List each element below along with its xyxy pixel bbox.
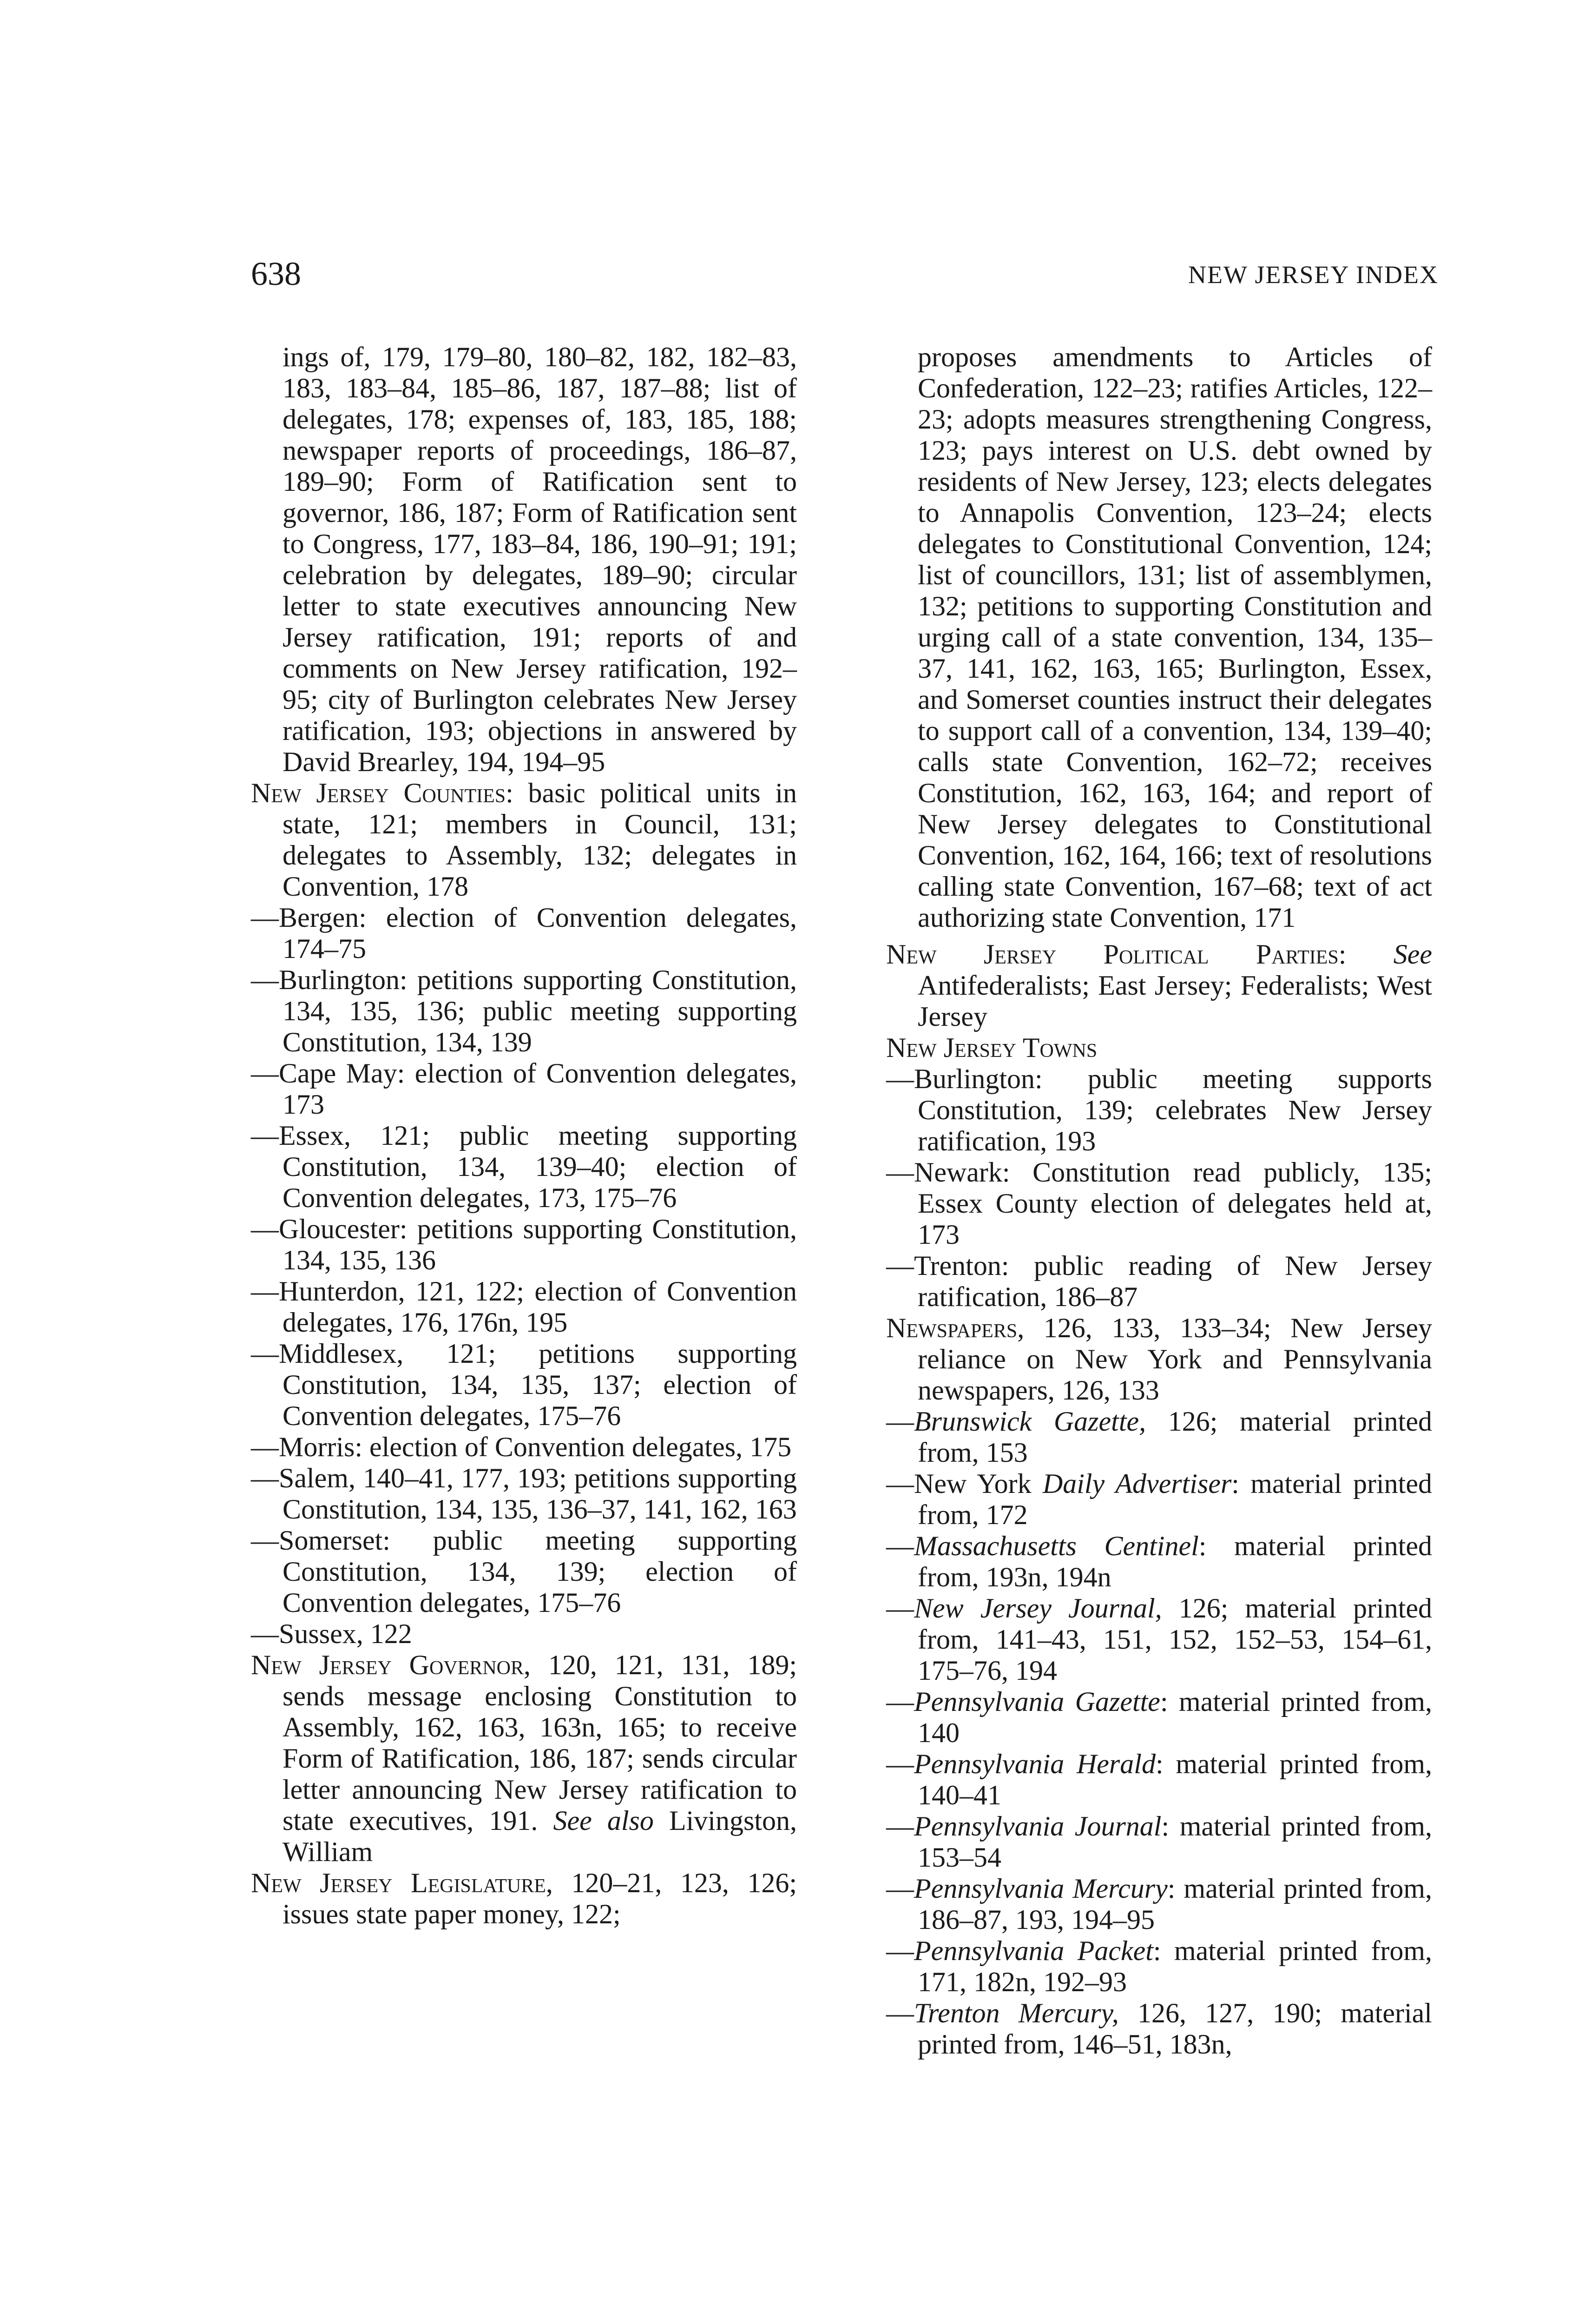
entry-text: : material printed from, 186–87, 193, 194–95 bbox=[918, 1873, 1432, 1935]
newspaper-title: Brunswick Gazette, bbox=[914, 1406, 1146, 1437]
entry-heading: New Jersey Political Parties: bbox=[886, 939, 1347, 970]
index-entry-continuation: ings of, 179, 179–80, 180–82, 182, 182–83, 183, 183–84, 185–86, 187, 187–88; list of delegates, 178; expenses of, 183, 185, 188; newspaper reports of proceedings, 186–87, 189–90; Form of Ratification sent to governor, 186, 187; Form of Ratification sent to Congress, 177, 183–84, 186, 190–91; 191; celebration by delegates, 189–90; circular letter to state executives announcing New Jersey ratification, 191; reports of and comments on New Jersey ratification, 192–95; city of Burlington celebrates New Jersey ratification, 193; objections in answered by David Brearley, 194, 194–95 bbox=[283, 342, 797, 777]
dash-prefix: — bbox=[886, 1998, 914, 2028]
dash-prefix: — bbox=[886, 1811, 914, 1842]
newspaper-title: Trenton Mercury, bbox=[914, 1998, 1119, 2028]
entry-text: 120–21, 123, 126; issues state paper money, 122; bbox=[283, 1868, 797, 1929]
entry-text: : material printed from, 140 bbox=[918, 1686, 1432, 1748]
entry-heading: New Jersey Towns bbox=[886, 1032, 1098, 1063]
subentry-trenton: —Trenton: public reading of New Jersey ratification, 186–87 bbox=[886, 1250, 1432, 1312]
see-also: See also bbox=[553, 1805, 654, 1836]
newspaper-title: Pennsylvania Gazette bbox=[914, 1686, 1160, 1717]
subentry-middlesex: —Middlesex, 121; petitions supporting Constitution, 134, 135, 137; election of Convention delegates, 175–76 bbox=[251, 1338, 797, 1431]
entry-heading: New Jersey Governor, bbox=[251, 1650, 531, 1680]
subentry-cape-may: —Cape May: election of Convention delegates, 173 bbox=[251, 1058, 797, 1120]
entry-heading: New Jersey Counties: bbox=[251, 778, 513, 808]
newspaper-title: Pennsylvania Packet bbox=[914, 1935, 1153, 1966]
right-column bbox=[886, 342, 1432, 2060]
entry-text: : material printed from, 171, 182n, 192–93 bbox=[918, 1935, 1432, 1997]
dash-prefix: — bbox=[886, 1686, 914, 1717]
entry-text: : material printed from, 153–54 bbox=[918, 1811, 1432, 1873]
dash-prefix: — bbox=[886, 1593, 914, 1624]
subentry-pennsylvania-mercury bbox=[886, 1873, 1432, 1935]
dash-prefix: — bbox=[886, 1531, 914, 1561]
dash-prefix: — bbox=[886, 1935, 914, 1966]
subentry-salem: —Salem, 140–41, 177, 193; petitions supporting Constitution, 134, 135, 136–37, 141, 162, 163 bbox=[251, 1463, 797, 1525]
newspaper-title: Pennsylvania Mercury bbox=[914, 1873, 1168, 1904]
page-number: 638 bbox=[251, 255, 301, 292]
index-entry-newspapers bbox=[886, 1313, 1432, 1406]
subentry-pennsylvania-journal bbox=[886, 1811, 1432, 1873]
subentry-sussex: —Sussex, 122 bbox=[251, 1618, 412, 1649]
subentry-trenton-mercury bbox=[886, 1998, 1432, 2060]
dash-prefix: — bbox=[886, 1406, 914, 1437]
subentry-pennsylvania-herald bbox=[886, 1749, 1432, 1811]
index-entry-continuation: proposes amendments to Articles of Confederation, 122–23; ratifies Articles, 122–23; adopts measures strengthening Congress, 123; pays interest on U.S. debt owned by residents of New Jersey, 123; elects delegates to Annapolis Convention, 123–24; elects delegates to Constitutional Convention, 124; list of councillors, 131; list of assemblymen, 132; petitions to supporting Constitution and urging call of a state convention, 134, 135–37, 141, 162, 163, 165; Burlington, Essex, and Somerset counties instruct their delegates to support call of a convention, 134, 139–40; calls state Convention, 162–72; receives Constitution, 162, 163, 164; and report of New Jersey delegates to Constitutional Convention, 162, 164, 166; text of resolutions calling state Convention, 167–68; text of act authorizing state Convention, 171 bbox=[918, 342, 1432, 933]
entry-text: : material printed from, 193n, 194n bbox=[918, 1531, 1432, 1592]
running-head: NEW JERSEY INDEX bbox=[1188, 261, 1439, 289]
entry-text: 126, 127, 190; material printed from, 146–51, 183n, bbox=[918, 1998, 1432, 2060]
subentry-newark: —Newark: Constitution read publicly, 135; Essex County election of delegates held at, 173 bbox=[886, 1157, 1432, 1250]
entry-text: : material printed from, 172 bbox=[918, 1468, 1432, 1530]
subentry-pennsylvania-packet bbox=[886, 1935, 1432, 1998]
newspaper-title: Pennsylvania Herald bbox=[914, 1749, 1156, 1779]
subentry-essex: —Essex, 121; public meeting supporting Constitution, 134, 139–40; election of Convention delegates, 173, 175–76 bbox=[251, 1120, 797, 1213]
entry-text: 126; material printed from, 153 bbox=[918, 1406, 1432, 1468]
entry-text: 120, 121, 131, 189; sends message enclosing Constitution to Assembly, 162, 163, 163n, 165; to receive Form of Ratification, 186, 187; sends circular letter announcing New Jersey ratification to state executives, 191. bbox=[283, 1650, 797, 1836]
newspaper-title: Daily Advertiser bbox=[1042, 1468, 1232, 1499]
subentry-somerset: —Somerset: public meeting supporting Constitution, 134, 139; election of Convention delegates, 175–76 bbox=[251, 1525, 797, 1618]
entry-text: : material printed from, 140–41 bbox=[918, 1749, 1432, 1810]
subentry-hunterdon: —Hunterdon, 121, 122; election of Convention delegates, 176, 176n, 195 bbox=[251, 1276, 797, 1338]
subentry-new-jersey-journal bbox=[886, 1593, 1432, 1686]
subentry-brunswick-gazette bbox=[886, 1406, 1432, 1468]
newspaper-title: Massachusetts Centinel bbox=[914, 1531, 1199, 1561]
subentry-burlington-town: —Burlington: public meeting supports Constitution, 139; celebrates New Jersey ratification, 193 bbox=[886, 1063, 1432, 1156]
subentry-pennsylvania-gazette bbox=[886, 1686, 1432, 1749]
index-entry-towns bbox=[886, 1032, 1432, 1063]
index-entry-governor bbox=[251, 1650, 797, 1868]
subentry-burlington: —Burlington: petitions supporting Constitution, 134, 135, 136; public meeting supporting Constitution, 134, 139 bbox=[251, 964, 797, 1057]
left-column bbox=[251, 342, 797, 1930]
entry-heading: Newspapers, bbox=[886, 1313, 1025, 1343]
entry-text: 126; material printed from, 141–43, 151, 152, 152–53, 154–61, 175–76, 194 bbox=[918, 1593, 1432, 1686]
newspaper-title: Pennsylvania Journal bbox=[914, 1811, 1162, 1842]
entry-tail: Antifederalists; East Jersey; Federalists; West Jersey bbox=[918, 970, 1432, 1032]
index-entry-counties bbox=[251, 778, 797, 902]
newspaper-title: New Jersey Journal, bbox=[914, 1593, 1162, 1624]
subentry-massachusetts-centinel bbox=[886, 1531, 1432, 1593]
see-reference: See bbox=[1346, 939, 1432, 970]
dash-prefix: — bbox=[886, 1873, 914, 1904]
subentry-morris: —Morris: election of Convention delegates, 175 bbox=[251, 1432, 792, 1462]
subentry-daily-advertiser bbox=[886, 1468, 1432, 1531]
entry-heading: New Jersey Legislature, bbox=[251, 1868, 553, 1898]
dash-prefix: —New York bbox=[886, 1468, 1043, 1499]
entry-tail: Livingston, William bbox=[283, 1805, 797, 1867]
subentry-gloucester: —Gloucester: petitions supporting Constitution, 134, 135, 136 bbox=[251, 1214, 797, 1275]
entry-text: 126, 133, 133–34; New Jersey reliance on New York and Pennsylvania newspapers, 126, 133 bbox=[918, 1313, 1432, 1406]
dash-prefix: — bbox=[886, 1749, 914, 1779]
entry-text: basic political units in state, 121; members in Council, 131; delegates to Assembly, 132; delegates in Convention, 178 bbox=[283, 778, 797, 902]
index-entry-legislature bbox=[251, 1868, 797, 1930]
index-entry-political-parties bbox=[886, 939, 1432, 1032]
subentry-bergen: —Bergen: election of Convention delegates, 174–75 bbox=[251, 902, 797, 964]
